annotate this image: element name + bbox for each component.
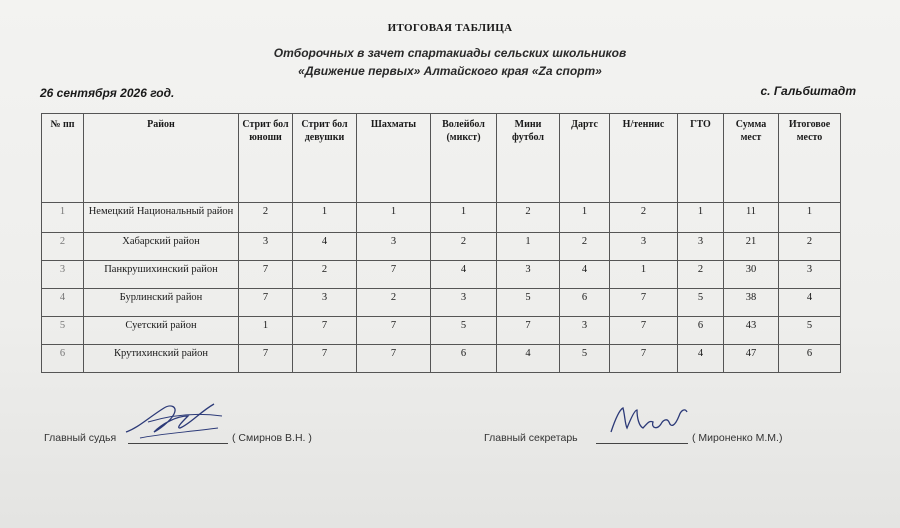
- score-cell: 4: [431, 261, 497, 289]
- table-row: [42, 289, 841, 317]
- chief-judge-signature: [118, 398, 228, 444]
- chief-judge-label: Главный судья: [44, 432, 117, 444]
- column-header: Шахматы: [357, 114, 431, 203]
- row-number-cell: 5: [42, 317, 84, 345]
- score-cell: 21: [724, 233, 779, 261]
- score-cell: 3: [779, 261, 841, 289]
- chief-secretary-name: ( Мироненко М.М.): [692, 432, 783, 444]
- district-name-cell: Немецкий Национальный район: [84, 203, 239, 233]
- score-cell: 4: [497, 345, 560, 373]
- score-cell: 5: [560, 345, 610, 373]
- row-number-cell: 1: [42, 203, 84, 233]
- score-cell: 2: [357, 289, 431, 317]
- score-cell: 2: [779, 233, 841, 261]
- column-header: Сумма мест: [724, 114, 779, 203]
- district-name-cell: Панкрушихинский район: [84, 261, 239, 289]
- score-cell: 6: [678, 317, 724, 345]
- event-date: 26 сентября 2026 год.: [40, 86, 175, 100]
- column-header: Мини футбол: [497, 114, 560, 203]
- score-cell: 3: [560, 317, 610, 345]
- score-cell: 7: [357, 261, 431, 289]
- district-name-cell: Бурлинский район: [84, 289, 239, 317]
- event-place: с. Гальбштадт: [760, 84, 856, 98]
- score-cell: 7: [239, 261, 293, 289]
- score-cell: 2: [610, 203, 678, 233]
- district-name-cell: Хабарский район: [84, 233, 239, 261]
- score-cell: 43: [724, 317, 779, 345]
- score-cell: 7: [293, 345, 357, 373]
- document-subtitle-line2: «Движение первых» Алтайского края «Zа спорт»: [298, 64, 602, 78]
- score-cell: 7: [239, 345, 293, 373]
- table-row: [42, 203, 841, 233]
- table-row: [42, 345, 841, 373]
- table-row: [42, 233, 841, 261]
- score-cell: 2: [239, 203, 293, 233]
- row-number-cell: 2: [42, 233, 84, 261]
- score-cell: 5: [779, 317, 841, 345]
- district-name-cell: Суетский район: [84, 317, 239, 345]
- score-cell: 1: [239, 317, 293, 345]
- table-row: [42, 317, 841, 345]
- score-cell: 2: [560, 233, 610, 261]
- score-cell: 3: [678, 233, 724, 261]
- table-body: [42, 203, 841, 373]
- column-header: Дартс: [560, 114, 610, 203]
- table-row: [42, 261, 841, 289]
- document-title: ИТОГОВАЯ ТАБЛИЦА: [387, 22, 513, 34]
- score-cell: 1: [431, 203, 497, 233]
- score-cell: 6: [779, 345, 841, 373]
- score-cell: 3: [357, 233, 431, 261]
- score-cell: 3: [239, 233, 293, 261]
- score-cell: 4: [293, 233, 357, 261]
- score-cell: 5: [431, 317, 497, 345]
- score-cell: 6: [431, 345, 497, 373]
- score-cell: 38: [724, 289, 779, 317]
- column-header: Волейбол (микст): [431, 114, 497, 203]
- score-cell: 47: [724, 345, 779, 373]
- row-number-cell: 3: [42, 261, 84, 289]
- column-header: Н/теннис: [610, 114, 678, 203]
- score-cell: 3: [431, 289, 497, 317]
- score-cell: 2: [678, 261, 724, 289]
- score-cell: 5: [678, 289, 724, 317]
- score-cell: 7: [239, 289, 293, 317]
- score-cell: 2: [431, 233, 497, 261]
- document-subtitle-line1: Отборочных в зачет спартакиады сельских школьников: [273, 46, 627, 60]
- score-cell: 4: [779, 289, 841, 317]
- score-cell: 4: [678, 345, 724, 373]
- row-number-cell: 4: [42, 289, 84, 317]
- score-cell: 1: [610, 261, 678, 289]
- score-cell: 7: [610, 317, 678, 345]
- results-table: [41, 113, 841, 373]
- district-name-cell: Крутихинский район: [84, 345, 239, 373]
- score-cell: 1: [779, 203, 841, 233]
- score-cell: 3: [497, 261, 560, 289]
- column-header: Стрит бол юноши: [239, 114, 293, 203]
- column-header: № пп: [42, 114, 84, 203]
- score-cell: 2: [293, 261, 357, 289]
- chief-secretary-signature-line: [596, 443, 688, 444]
- score-cell: 5: [497, 289, 560, 317]
- column-header: Стрит бол девушки: [293, 114, 357, 203]
- score-cell: 30: [724, 261, 779, 289]
- score-cell: 3: [293, 289, 357, 317]
- chief-secretary-signature: [605, 402, 695, 442]
- column-header: ГТО: [678, 114, 724, 203]
- score-cell: 1: [560, 203, 610, 233]
- row-number-cell: 6: [42, 345, 84, 373]
- score-cell: 7: [357, 345, 431, 373]
- score-cell: 1: [357, 203, 431, 233]
- score-cell: 11: [724, 203, 779, 233]
- chief-secretary-label: Главный секретарь: [484, 432, 578, 444]
- score-cell: 7: [497, 317, 560, 345]
- table-header-row: [42, 114, 841, 203]
- score-cell: 2: [497, 203, 560, 233]
- score-cell: 1: [293, 203, 357, 233]
- score-cell: 6: [560, 289, 610, 317]
- column-header: Итоговое место: [779, 114, 841, 203]
- score-cell: 3: [610, 233, 678, 261]
- chief-judge-name: ( Смирнов В.Н. ): [232, 432, 312, 444]
- score-cell: 1: [497, 233, 560, 261]
- score-cell: 4: [560, 261, 610, 289]
- score-cell: 7: [610, 289, 678, 317]
- score-cell: 7: [293, 317, 357, 345]
- score-cell: 7: [610, 345, 678, 373]
- column-header: Район: [84, 114, 239, 203]
- score-cell: 1: [678, 203, 724, 233]
- score-cell: 7: [357, 317, 431, 345]
